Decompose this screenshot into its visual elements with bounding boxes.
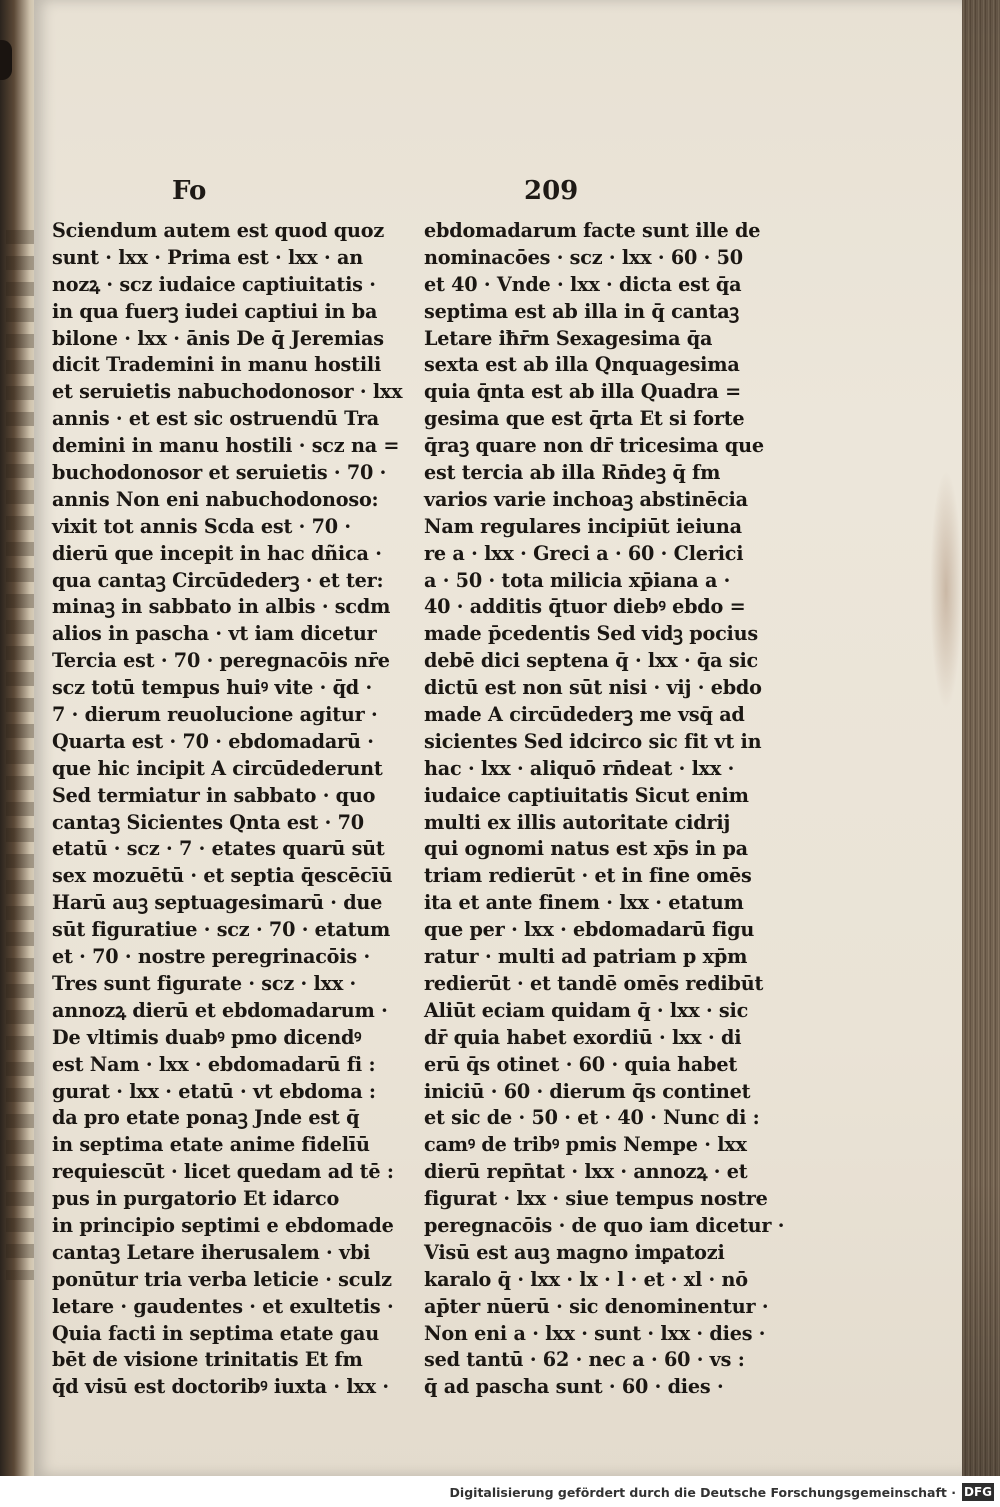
text-line: que per · lxx · ebdomadarū figu xyxy=(424,918,755,942)
text-line: sūt figuratiue · scz · 70 · etatum xyxy=(52,918,391,942)
text-line: cantaꝫ Sicientes Qnta est · 70 xyxy=(52,810,364,834)
text-line: annis · et est sic ostruendū Tra xyxy=(52,407,379,431)
text-line: Non eni a · lxx · sunt · lxx · dies · xyxy=(424,1321,766,1345)
text-line: a · 50 · tota milicia xp̄iana a · xyxy=(424,568,731,592)
text-line: ita et ante finem · lxx · etatum xyxy=(424,891,744,915)
text-line: Sed termiatur in sabbato · quo xyxy=(52,783,376,807)
text-line: ratur · multi ad patriam p xp̄m xyxy=(424,945,748,969)
text-line: in septima etate anime fidelīū xyxy=(52,1133,370,1157)
text-line: hac · lxx · aliquō rn̄deat · lxx · xyxy=(424,756,735,780)
text-line: debē dici septena q̄ · lxx · q̄a sic xyxy=(424,649,759,673)
text-line: Quarta est · 70 · ebdomadarū · xyxy=(52,729,374,753)
page-stain xyxy=(930,470,962,710)
text-line: annozꝝ dierū et ebdomadarum · xyxy=(52,998,388,1022)
text-line: gesima que est q̄rta Et si forte xyxy=(424,407,745,431)
text-line: iudaice captiuitatis Sicut enim xyxy=(424,783,749,807)
text-line: qui ognomi natus est xp̄s in pa xyxy=(424,837,748,861)
fore-edge xyxy=(962,0,1000,1476)
text-line: annis Non eni nabuchodonoso: xyxy=(52,487,379,511)
text-line: sicientes Sed idcirco sic fit vt in xyxy=(424,729,762,753)
folio-number: 209 xyxy=(524,176,579,206)
text-line: karalo q̄ · lxx · lx · l · et · xl · nō xyxy=(424,1267,748,1291)
text-line: quia q̄nta est ab illa Quadra = xyxy=(424,380,741,404)
folio-label: Fo xyxy=(172,176,207,206)
text-line: da pro etate ponaꝫ Jnde est q̄ xyxy=(52,1106,360,1130)
text-line: redierūt · et tandē omēs redibūt xyxy=(424,971,764,995)
text-line: dierū repn̄tat · lxx · annozꝝ · et xyxy=(424,1160,748,1184)
text-line: peregnacōis · de quo iam dicetur · xyxy=(424,1213,785,1237)
text-line: que hic incipit A circūdederunt xyxy=(52,756,383,780)
text-line: dicit Trademini in manu hostili xyxy=(52,353,382,377)
text-line: Nam regulares incipiūt ieiuna xyxy=(424,514,742,538)
text-line: q̄d visū est doctoribꝰ iuxta · lxx · xyxy=(52,1375,389,1399)
text-line: nominacōes · scz · lxx · 60 · 50 xyxy=(424,245,743,269)
text-line: requiescūt · licet quedam ad tē : xyxy=(52,1160,394,1184)
text-line: multi ex illis autoritate cidrij xyxy=(424,810,731,834)
text-line: sex mozuētū · et septia q̄escēcīū xyxy=(52,864,393,888)
text-line: Sciendum autem est quod quoz xyxy=(52,219,385,242)
text-line: et · 70 · nostre peregrinacōis · xyxy=(52,945,370,969)
text-line: ebdomadarum facte sunt ille de xyxy=(424,219,761,242)
text-line: vixit tot annis Scda est · 70 · xyxy=(52,514,351,538)
text-line: septima est ab illa in q̄ cantaꝫ xyxy=(424,299,740,323)
text-line: bēt de visione trinitatis Et fm xyxy=(52,1348,363,1372)
text-line: q̄raꝫ quare non dr̄ tricesima que xyxy=(424,434,764,458)
text-line: Aliūt eciam quidam q̄ · lxx · sic xyxy=(424,998,749,1022)
text-line: in principio septimi e ebdomade xyxy=(52,1213,394,1237)
text-line: camꝰ de tribꝰ pmis Nempe · lxx xyxy=(424,1133,747,1157)
text-line: dierū que incepit in hac dñica · xyxy=(52,541,382,565)
text-line: 7 · dierum reuolucione agitur · xyxy=(52,703,378,727)
text-line: nozꝝ · scz iudaice captiuitatis · xyxy=(52,272,376,296)
text-line: buchodonosor et seruietis · 70 · xyxy=(52,461,387,485)
text-line: ponūtur tria verba leticie · sculz xyxy=(52,1267,392,1291)
text-line: iniciū · 60 · dierum q̄s continet xyxy=(424,1079,751,1103)
text-line: sexta est ab illa Qnquagesima xyxy=(424,353,740,377)
text-line: re a · lxx · Greci a · 60 · Clerici xyxy=(424,541,744,565)
text-line: etatū · scz · 7 · etates quarū sūt xyxy=(52,837,385,861)
text-line: triam redierūt · et in fine omēs xyxy=(424,864,752,888)
previous-page-text-bleed xyxy=(6,230,36,1280)
text-line: Tres sunt figurate · scz · lxx · xyxy=(52,971,357,995)
text-line: dictū est non sūt nisi · vij · ebdo xyxy=(424,676,762,700)
text-line: demini in manu hostili · scz na = xyxy=(52,434,400,458)
text-line: ap̄ter nūerū · sic denominentur · xyxy=(424,1294,769,1318)
text-line: made p̄cedentis Sed vidꝫ pocius xyxy=(424,622,758,646)
text-line: varios varie inchoaꝫ abstinēcia xyxy=(424,487,748,511)
text-line: figurat · lxx · siue tempus nostre xyxy=(424,1187,768,1211)
text-line: bilone · lxx · ānis De q̄ Jeremias xyxy=(52,326,384,350)
text-line: est Nam · lxx · ebdomadarū fi : xyxy=(52,1052,376,1076)
text-line: pus in purgatorio Et idarco xyxy=(52,1187,340,1211)
text-line: cantaꝫ Letare iherusalem · vbi xyxy=(52,1240,371,1264)
text-line: qua cantaꝫ Circūdederꝫ · et ter: xyxy=(52,568,384,592)
text-line: et sic de · 50 · et · 40 · Nunc di : xyxy=(424,1106,760,1130)
text-line: in qua fuerꝫ iudei captiui in ba xyxy=(52,299,378,323)
text-line: sed tantū · 62 · nec a · 60 · vs : xyxy=(424,1348,745,1372)
text-line: et seruietis nabuchodonosor · lxx xyxy=(52,380,403,404)
text-line: Tercia est · 70 · peregnacōis nr̄e xyxy=(52,649,390,673)
clip-mark xyxy=(0,40,12,80)
text-line: letare · gaudentes · et exultetis · xyxy=(52,1294,394,1318)
text-line: Harū auꝫ septuagesimarū · due xyxy=(52,891,383,915)
text-line: et 40 · Vnde · lxx · dicta est q̄a xyxy=(424,272,742,296)
text-line: gurat · lxx · etatū · vt ebdoma : xyxy=(52,1079,376,1103)
text-line: scz totū tempus huiꝰ vite · q̄d · xyxy=(52,676,372,700)
text-column-right xyxy=(424,218,785,1401)
footer-credit: Digitalisierung gefördert durch die Deutsche Forschungsgemeinschaft · xyxy=(449,1485,956,1500)
text-line: made A circūdederꝫ me vsq̄ ad xyxy=(424,703,745,727)
text-line: q̄ ad pascha sunt · 60 · dies · xyxy=(424,1375,724,1399)
dfg-logo: DFG xyxy=(963,1485,992,1499)
text-line: est tercia ab illa Rn̄deꝫ q̄ fm xyxy=(424,461,721,485)
text-line: minaꝫ in sabbato in albis · scdm xyxy=(52,595,391,619)
text-line: Visū est auꝫ magno imꝑatozi xyxy=(424,1240,725,1264)
text-column-left xyxy=(52,218,403,1401)
text-line: 40 · additis q̄tuor diebꝰ ebdo = xyxy=(424,595,746,619)
text-line: Quia facti in septima etate gau xyxy=(52,1321,380,1345)
text-line: sunt · lxx · Prima est · lxx · an xyxy=(52,245,363,269)
text-line: dr̄ quia habet exordiū · lxx · di xyxy=(424,1025,742,1049)
text-line: Letare iħr̄m Sexagesima q̄a xyxy=(424,326,713,350)
text-line: erū q̄s otinet · 60 · quia habet xyxy=(424,1052,738,1076)
text-line: alios in pascha · vt iam dicetur xyxy=(52,622,377,646)
text-line: De vltimis duabꝰ pmo dicendꝰ xyxy=(52,1025,362,1049)
